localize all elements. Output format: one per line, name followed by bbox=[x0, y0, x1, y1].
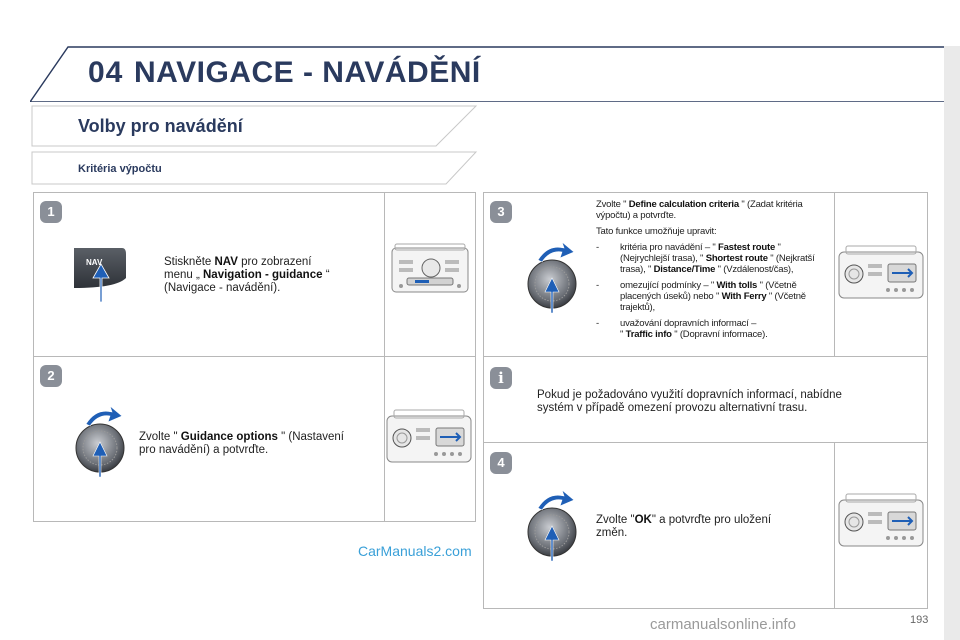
radio-unit-4-illustration bbox=[838, 492, 924, 548]
page-number: 193 bbox=[910, 614, 929, 626]
subsection-title: Kritéria výpočtu bbox=[78, 163, 162, 175]
nav-key-label: NAV bbox=[86, 258, 103, 267]
site-watermark: CarManuals2.com bbox=[358, 543, 472, 559]
radio-unit-2-illustration bbox=[386, 408, 472, 464]
rotary-knob-illustration-4 bbox=[524, 486, 580, 562]
chapter-title: NAVIGACE - NAVÁDĚNÍ bbox=[134, 56, 481, 89]
list-item: - kritéria pro navádění – " Fastest route " (Nejrychlejší trasa), " Shortest route " (Nejkratší trasa), " Distance/Time " (Vzdálenost/čas), bbox=[596, 242, 832, 275]
step-1-text: Stiskněte NAV pro zobrazení menu „ Navigation - guidance “ (Navigace - navádění). bbox=[164, 256, 330, 294]
section-title: Volby pro navádění bbox=[78, 116, 243, 136]
right-panel-vdivider-2 bbox=[834, 442, 835, 609]
step-4-badge: 4 bbox=[490, 452, 512, 474]
chapter-number: 04 bbox=[88, 56, 124, 89]
right-panel-divider-2 bbox=[483, 442, 928, 443]
page-side-bar bbox=[944, 46, 960, 640]
rotary-knob-illustration-3 bbox=[524, 238, 580, 314]
step-1-badge: 1 bbox=[40, 201, 62, 223]
footer-watermark: carmanualsonline.info bbox=[650, 616, 796, 633]
right-panel-divider-1 bbox=[483, 356, 928, 357]
step-4-text: Zvolte "OK" a potvrďte pro uložení změn. bbox=[596, 514, 772, 539]
step-3-badge: 3 bbox=[490, 201, 512, 223]
radio-unit-1-illustration bbox=[391, 242, 469, 294]
step-3-subintro: Tato funkce umožňuje upravit: bbox=[596, 226, 717, 237]
step-3-intro: Zvolte " Define calculation criteria " (Zadat kritéria výpočtu) a potvrďte. bbox=[596, 199, 803, 221]
info-text: Pokud je požadováno využití dopravních informací, nabídne systém v případě omezení provozu alternativní trasu. bbox=[537, 389, 842, 414]
step-2-text: Zvolte " Guidance options " (Nastavení pro navádění) a potvrďte. bbox=[139, 431, 345, 456]
left-panel-vdivider bbox=[384, 192, 385, 522]
list-item: - omezující podmínky – " With tolls " (Včetně placených úseků) nebo " With Ferry " (Včetně trajektů), bbox=[596, 280, 832, 313]
list-item: - uvažování dopravních informací – " Traffic info " (Dopravní informace). bbox=[596, 318, 832, 340]
step-3-text bbox=[596, 199, 832, 340]
rotary-knob-illustration-2 bbox=[72, 402, 128, 478]
radio-unit-3-illustration bbox=[838, 244, 924, 300]
step-2-badge: 2 bbox=[40, 365, 62, 387]
nav-key-illustration bbox=[72, 244, 128, 304]
step-3-option-list bbox=[596, 242, 832, 340]
left-panel-divider bbox=[33, 356, 476, 357]
info-icon: i bbox=[490, 367, 512, 389]
right-panel-vdivider-1 bbox=[834, 192, 835, 356]
